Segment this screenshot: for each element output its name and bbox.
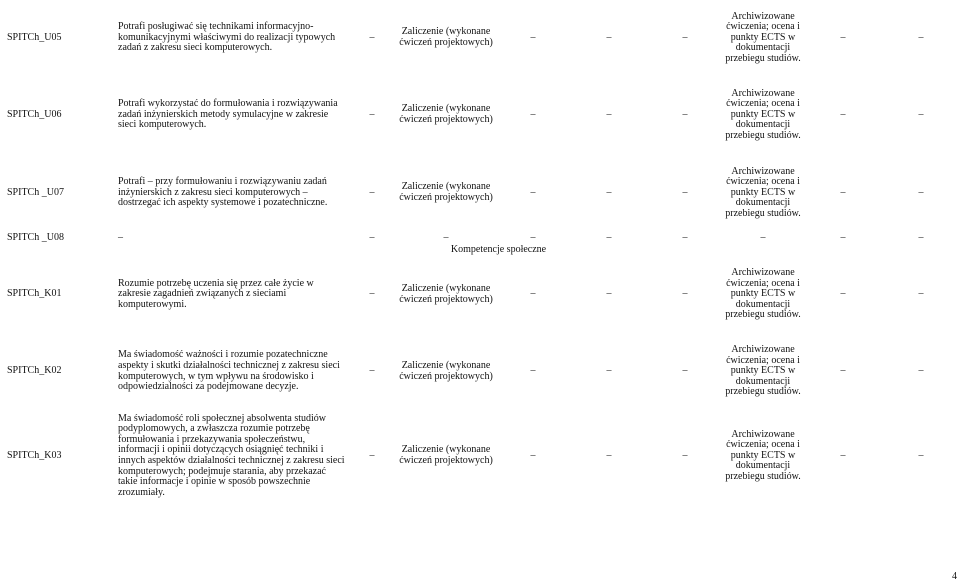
dash-cell: – [760, 232, 766, 243]
table-row [0, 232, 959, 244]
outcome-code: SPITCh_U06 [7, 108, 62, 120]
dash-cell: – [918, 232, 924, 243]
dash-cell: – [118, 232, 123, 243]
dash-cell: – [530, 449, 536, 461]
dash-cell: – [682, 365, 688, 377]
outcome-code: SPITCh_K03 [7, 449, 62, 461]
table-row [0, 333, 959, 410]
dash-cell: – [682, 108, 688, 120]
dash-cell: – [530, 186, 536, 198]
dash-cell: – [918, 449, 924, 461]
outcome-code: SPITCh_U05 [7, 31, 62, 43]
dash-cell: – [682, 288, 688, 300]
table-row [0, 0, 959, 76]
outcome-code: SPITCh _U08 [7, 232, 64, 243]
dash-cell: – [682, 232, 688, 243]
documentation-method: Archiwizowane ćwiczenia; ocena i punkty ECTS w dokumentacji przebiegu studiów. [725, 10, 801, 64]
dash-cell: – [918, 186, 924, 198]
outcome-description: Potrafi wykorzystać do formułowania i rozwiązywania zadań inżynierskich metody symulacyjne w zakresie sieci komputerowych. [118, 98, 338, 131]
outcome-code: SPITCh_K02 [7, 365, 62, 377]
dash-cell: – [369, 108, 375, 120]
documentation-method: Archiwizowane ćwiczenia; ocena i punkty ECTS w dokumentacji przebiegu studiów. [725, 344, 801, 398]
dash-cell: – [840, 186, 846, 198]
dash-cell: – [606, 449, 612, 461]
dash-cell: – [369, 186, 375, 198]
verification-form: Zaliczenie (wykonane ćwiczeń projektowych) [399, 359, 493, 382]
dash-cell: – [840, 365, 846, 377]
dash-cell: – [682, 186, 688, 198]
table-row [0, 256, 959, 333]
table-row [0, 154, 959, 232]
verification-form: Zaliczenie (wykonane ćwiczeń projektowych) [399, 181, 493, 203]
verification-form: Zaliczenie (wykonane ćwiczeń projektowych) [399, 103, 493, 125]
dash-cell: – [530, 288, 536, 300]
dash-cell: – [369, 232, 375, 243]
dash-cell: – [840, 31, 846, 43]
dash-cell: – [606, 232, 612, 243]
dash-cell: – [606, 288, 612, 300]
outcome-description: Potrafi – przy formułowaniu i rozwiązywaniu zadań inżynierskich z zakresu sieci komputerowych – dostrzegać ich aspekty systemowe i pozatechniczne. [118, 176, 328, 209]
dash-cell: – [369, 365, 375, 377]
dash-cell: – [606, 108, 612, 120]
dash-cell: – [369, 31, 375, 43]
dash-cell: – [369, 449, 375, 461]
dash-cell: – [530, 365, 536, 377]
dash-cell: – [918, 108, 924, 120]
documentation-method: Archiwizowane ćwiczenia; ocena i punkty ECTS w dokumentacji przebiegu studiów. [725, 165, 801, 219]
dash-cell: – [918, 288, 924, 300]
outcome-description: Ma świadomość ważności i rozumie pozatechniczne aspekty i skutki działalności technicznej z zakresu sieci komputerowych, w tym wpływu na środowisko i odpowiedzialności za podejmowane decyzje. [118, 349, 340, 393]
dash-cell: – [840, 108, 846, 120]
dash-cell: – [606, 365, 612, 377]
dash-cell: – [530, 31, 536, 43]
documentation-method: Archiwizowane ćwiczenia; ocena i punkty ECTS w dokumentacji przebiegu studiów. [725, 267, 801, 321]
dash-cell: – [918, 365, 924, 377]
verification-form: Zaliczenie (wykonane ćwiczeń projektowych) [399, 444, 493, 466]
outcome-code: SPITCh _U07 [7, 186, 64, 198]
dash-cell: – [443, 232, 449, 243]
outcome-description: Potrafi posługiwać się technikami informacyjno-komunikacyjnymi właściwymi do realizacji typowych zadań z zakresu sieci komputerowych. [118, 21, 336, 54]
dash-cell: – [606, 31, 612, 43]
verification-form: Zaliczenie (wykonane ćwiczeń projektowych) [399, 26, 493, 48]
table-row [0, 410, 959, 502]
dash-cell: – [369, 288, 375, 300]
documentation-method: Archiwizowane ćwiczenia; ocena i punkty ECTS w dokumentacji przebiegu studiów. [725, 87, 801, 141]
dash-cell: – [840, 232, 846, 243]
dash-cell: – [918, 31, 924, 43]
section-header-row [0, 244, 959, 256]
page-number: 4 [952, 571, 957, 582]
dash-cell: – [530, 108, 536, 120]
documentation-method: Archiwizowane ćwiczenia; ocena i punkty ECTS w dokumentacji przebiegu studiów. [725, 428, 801, 482]
dash-cell: – [840, 449, 846, 461]
dash-cell: – [682, 31, 688, 43]
outcome-code: SPITCh_K01 [7, 288, 62, 300]
dash-cell: – [530, 232, 536, 243]
dash-cell: – [606, 186, 612, 198]
section-header: Kompetencje społeczne [450, 244, 547, 255]
outcome-description: Ma świadomość roli społecznej absolwenta studiów podyplomowych, a zwłaszcza rozumie potrzebę formułowania i przekazywania społeczeństwu, informacji i opinii dotyczących osiągnięć techniki i innych aspektów działalności technicznej z zakresu sieci komputerowych; podejmuje starania, aby przekazać takie informacje i opinie w sposób powszechnie zrozumiały. [118, 412, 345, 498]
table-row [0, 76, 959, 154]
dash-cell: – [840, 288, 846, 300]
verification-form: Zaliczenie (wykonane ćwiczeń projektowych) [399, 282, 493, 305]
outcome-description: Rozumie potrzebę uczenia się przez całe życie w zakresie zagadnień związanych z sieciami komputerowymi. [118, 277, 314, 310]
dash-cell: – [682, 449, 688, 461]
